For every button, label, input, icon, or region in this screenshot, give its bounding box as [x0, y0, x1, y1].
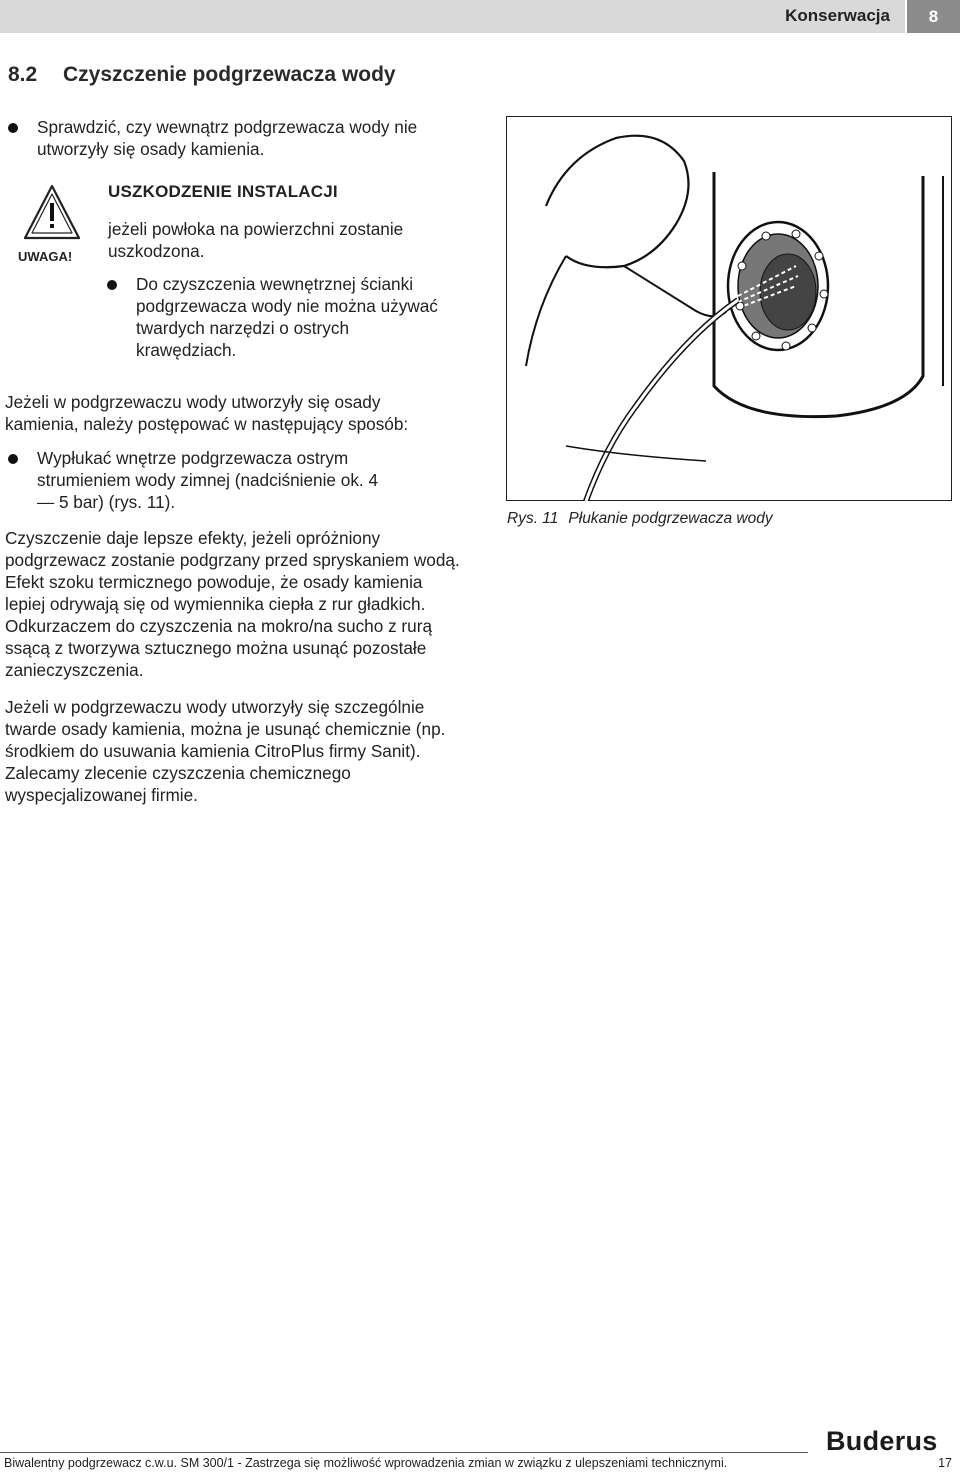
warning-label: UWAGA!: [18, 249, 73, 264]
section-heading: [8, 63, 396, 87]
footer-text: Biwalentny podgrzewacz c.w.u. SM 300/1 - Zastrzega się możliwość wprowadzenia zmian w związku z ulepszeniami technicznymi.: [4, 1456, 728, 1470]
intro-bullet-text: Sprawdzić, czy wewnątrz podgrzewacza wody nie utworzyły się osady kamienia.: [37, 117, 418, 159]
paragraph-2: Czyszczenie daje lepsze efekty, jeżeli opróżniony podgrzewacz zostanie podgrzany przed spryskaniem wodą. Efekt szoku termicznego powoduje, że osady kamienia lepiej odrywają się od wymiennika ciepła z rur gładkich. Odkurzaczem do czyszczenia na mokro/na sucho z rurą ssącą z tworzywa sztucznego można usunąć pozostałe zanieczyszczenia.: [5, 528, 460, 680]
section-title: Czyszczenie podgrzewacza wody: [63, 63, 396, 86]
figure-illustration: [506, 116, 952, 501]
warning-triangle-icon: [22, 183, 82, 241]
buderus-logo: Buderus: [826, 1426, 938, 1456]
header-bar: [0, 0, 905, 33]
step-bullet: [8, 447, 388, 513]
warning-bullet: [107, 273, 447, 361]
footer-divider: [0, 1452, 808, 1453]
warning-title: USZKODZENIE INSTALACJI: [108, 182, 338, 201]
bullet-dot-icon: [8, 123, 18, 133]
section-number: 8.2: [8, 63, 38, 86]
figure-caption-text: Płukanie podgrzewacza wody: [568, 510, 773, 527]
bullet-dot-icon: [107, 280, 117, 290]
figure-caption: [507, 510, 773, 528]
bullet-dot-icon: [8, 454, 18, 464]
page-number: 17: [938, 1456, 952, 1470]
paragraph-1: Jeżeli w podgrzewaczu wody utworzyły się osady kamienia, należy postępować w następujący sposób:: [5, 392, 409, 434]
intro-bullet: [8, 116, 448, 160]
step-bullet-text: Wypłukać wnętrze podgrzewacza ostrym strumieniem wody zimnej (nadciśnienie ok. 4 — 5 bar) (rys. 11).: [37, 448, 379, 512]
header-section-title: Konserwacja: [785, 6, 890, 25]
header-chapter-number: 8: [907, 0, 960, 33]
paragraph-3: Jeżeli w podgrzewaczu wody utworzyły się szczególnie twarde osady kamienia, można je usunąć chemicznie (np. środkiem do usuwania kamienia CitroPlus firmy Sanit). Zalecamy zlecenie czyszczenia chemicznego wyspecjalizowanej firmie.: [5, 697, 446, 805]
warning-text: jeżeli powłoka na powierzchni zostanie uszkodzona.: [108, 219, 404, 261]
figure-label: Rys. 11: [507, 510, 559, 527]
warning-bullet-text: Do czyszczenia wewnętrznej ścianki podgrzewacza wody nie można używać twardych narzędzi o ostrych krawędziach.: [136, 274, 438, 360]
